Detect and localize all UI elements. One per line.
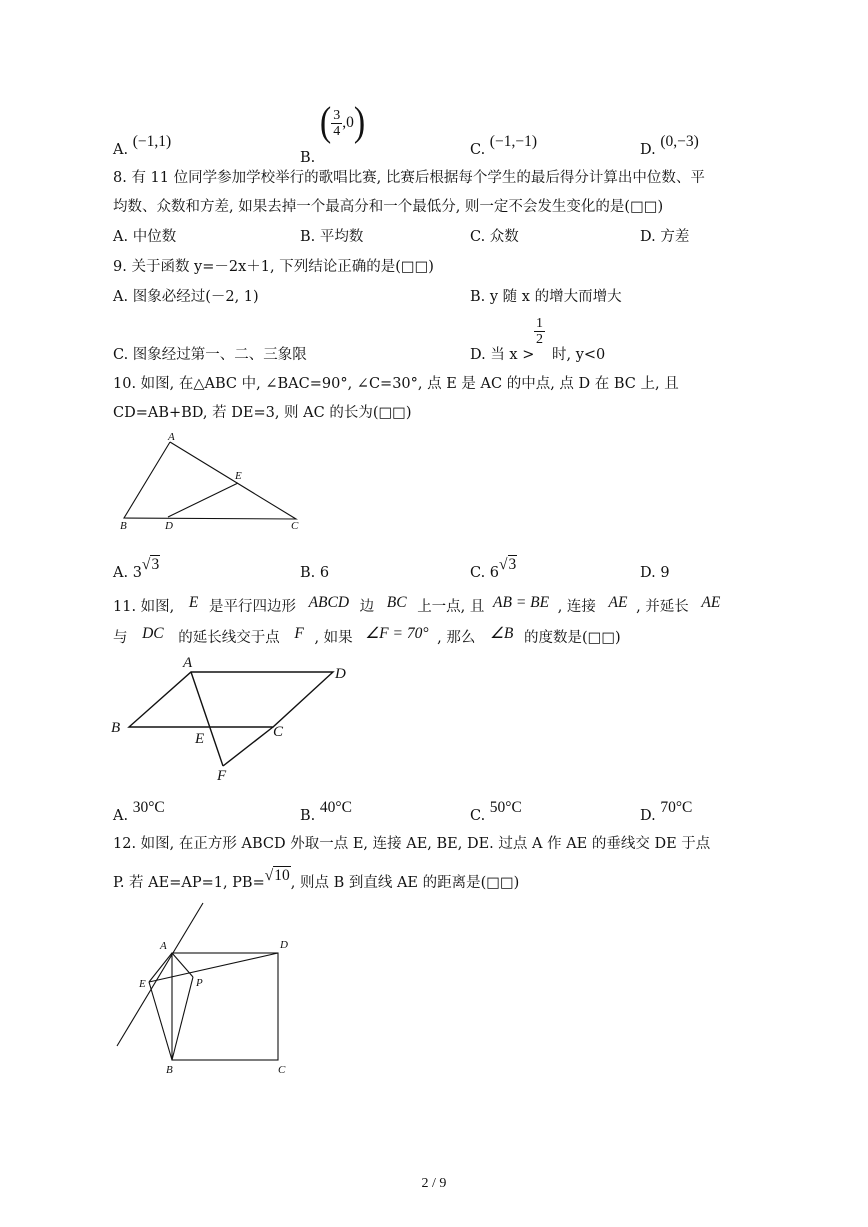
- vertex-label-c: C: [273, 724, 284, 740]
- vertex-label-c: C: [291, 520, 299, 532]
- parallelogram-abcd: [129, 672, 333, 727]
- q11-option-b: B. 40°C: [300, 799, 352, 824]
- q8-option-b: B. 平均数: [300, 229, 364, 245]
- sqrt: √3: [141, 556, 160, 573]
- vertex-label-a: A: [160, 940, 167, 952]
- vertex-label-e: E: [195, 731, 205, 747]
- segment-eb: [149, 982, 172, 1060]
- q9-option-b: B. y 随 x 的增大而增大: [470, 289, 622, 305]
- q9-option-c: C. 图象经过第一、二、三象限: [113, 347, 307, 363]
- vertex-label-e: E: [139, 978, 146, 990]
- q8-stem-line2: 均数、众数和方差, 如果去掉一个最高分和一个最低分, 则一定不会发生变化的是(□□): [113, 199, 664, 215]
- q11-parallelogram-figure: [105, 650, 365, 790]
- sqrt: √3: [499, 556, 517, 573]
- q8-option-c: C. 众数: [470, 229, 519, 245]
- option-value: (0,−3): [660, 133, 699, 150]
- q9-option-d: D. 当 x >: [470, 347, 535, 363]
- segment-pb: [172, 977, 193, 1060]
- q8-stem-line1: 8. 有 11 位同学参加学校举行的歌唱比赛, 比赛后根据每个学生的最后得分计算出中位数、平: [113, 170, 705, 186]
- option-label: A.: [113, 142, 129, 158]
- vertex-label-d: D: [335, 666, 346, 682]
- triangle-abc: [124, 442, 296, 519]
- vertex-label-d: D: [280, 939, 288, 951]
- q9-stem: 9. 关于函数 y=－2x＋1, 下列结论正确的是(□□): [113, 259, 434, 275]
- segment-cf: [223, 727, 273, 766]
- q12-stem-line1: 12. 如图, 在正方形 ABCD 外取一点 E, 连接 AE, BE, DE. 过点 A 作 AE 的垂线交 DE 于点: [113, 836, 711, 852]
- page-number: 2 / 9: [421, 1176, 447, 1191]
- option-value: (−1,1): [132, 133, 172, 150]
- q11-stem-line1: 11. 如图, E 是平行四边形 ABCD 边 BC 上一点, 且 AB = BE , 连接 AE , 并延长 AE: [113, 594, 721, 615]
- vertex-label-a: A: [183, 655, 193, 671]
- q9-d-fraction: $\frac{1}{2}$: [536, 316, 543, 347]
- q10-option-a: A. 3√3: [113, 556, 160, 581]
- q7-option-c: [470, 133, 537, 159]
- vertex-label-d: D: [165, 520, 173, 532]
- q12-square-figure: [105, 898, 305, 1080]
- q11-stem-line2: 与 DC 的延长线交于点 F , 如果 ∠F = 70° , 那么 ∠B 的度数是(□□): [113, 625, 621, 646]
- q8-option-a: A. 中位数: [113, 229, 177, 245]
- option-label: B.: [300, 150, 316, 166]
- sqrt: √10: [264, 867, 290, 884]
- vertex-label-e: E: [235, 470, 242, 482]
- segment-de: [168, 483, 238, 517]
- vertex-label-p: P: [196, 977, 203, 989]
- vertex-label-f: F: [217, 768, 227, 784]
- q7-option-a: [113, 133, 172, 159]
- vertex-label-b: B: [120, 520, 127, 532]
- q8-option-d: D. 方差: [640, 229, 690, 245]
- square-abcd: [172, 953, 278, 1060]
- q7-option-d: [640, 133, 699, 159]
- q10-option-c: C. 6√3: [470, 556, 517, 581]
- q12-stem-line2: P. 若 AE=AP=1, PB=√10, 则点 B 到直线 AE 的距离是(□□): [113, 867, 520, 891]
- segment-af: [191, 672, 223, 766]
- right-paren: ): [353, 100, 366, 145]
- q10-option-d: D. 9: [640, 565, 670, 581]
- q9-option-d-suffix: 时, y<0: [552, 347, 606, 363]
- option-label: C.: [470, 142, 486, 158]
- vertex-label-b: B: [166, 1064, 173, 1076]
- fraction: $\frac{3}{4}$: [333, 107, 341, 139]
- q10-stem-line1: 10. 如图, 在△ABC 中, ∠BAC=90°, ∠C=30°, 点 E 是 AC 的中点, 点 D 在 BC 上, 且: [113, 376, 679, 392]
- vertex-label-a: A: [168, 431, 175, 443]
- q7-option-b: [300, 100, 366, 166]
- vertex-label-b: B: [111, 720, 121, 736]
- segment-ap: [172, 953, 193, 977]
- option-value: (−1,−1): [489, 133, 537, 150]
- q11-option-d: D. 70°C: [640, 799, 693, 824]
- q10-option-b: B. 6: [300, 565, 330, 581]
- q9-option-a: A. 图象必经过(－2, 1): [113, 289, 259, 305]
- q10-triangle-figure: [110, 428, 310, 536]
- vertex-label-c: C: [278, 1064, 286, 1076]
- option-value: ,0: [342, 114, 354, 131]
- q10-stem-line2: CD=AB+BD, 若 DE=3, 则 AC 的长为(□□): [113, 405, 412, 421]
- q11-option-a: A. 30°C: [113, 799, 165, 824]
- q11-option-c: C. 50°C: [470, 799, 522, 824]
- left-paren: (: [319, 100, 332, 145]
- option-label: D.: [640, 142, 656, 158]
